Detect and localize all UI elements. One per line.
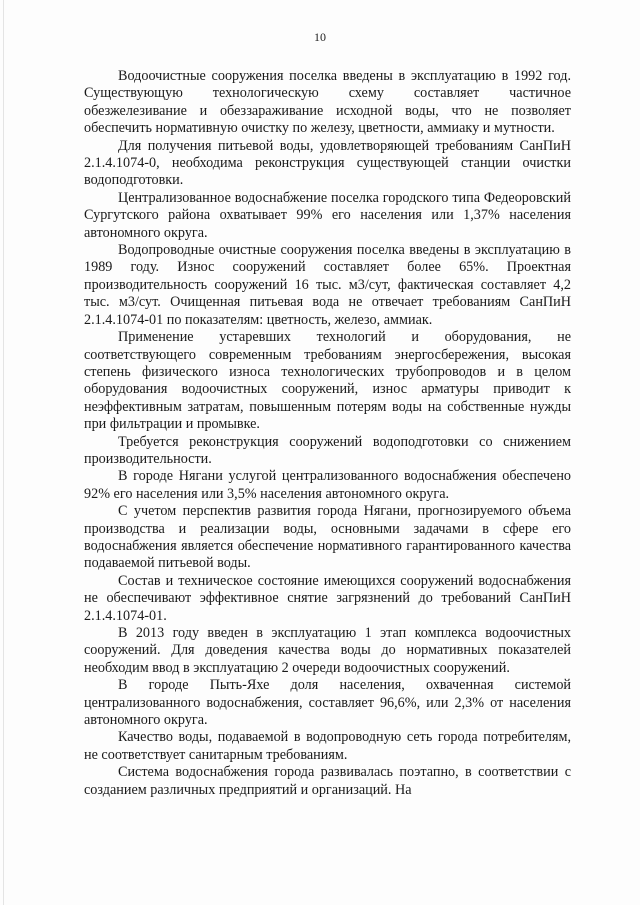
paragraph-3: Централизованное водоснабжение поселка городского типа Федеоровский Сургутского района охватывает 99% его населения или 1,37% населения автономного округа. [84,189,571,241]
paragraph-8: С учетом перспектив развития города Нягани, прогнозируемого объема производства и реализации воды, основными задачами в сфере его водоснабжения является обеспечение нормативного гарантированного качества подаваемой питьевой воды. [84,503,571,572]
paragraph-4: Водопроводные очистные сооружения поселка введены в эксплуатацию в 1989 году. Износ сооружений составляет более 65%. Проектная производительность сооружений 16 тыс. м3/сут, фактическая составляет 4,2 тыс. м3/сут. Очищенная питьевая вода не отвечает требованиям СанПиН 2.1.4.1074-01 по показателям: цветность, железо, аммиак. [84,242,571,328]
document-body [84,68,571,799]
scan-edge-line [3,0,4,905]
paragraph-11: В городе Пыть-Яхе доля населения, охваченная системой централизованного водоснабжения, составляет 96,6%, или 2,3% от населения автономного округа. [84,677,571,729]
paragraph-5: Применение устаревших технологий и оборудования, не соответствующего современным требованиям энергосбережения, высокая степень физического износа технологических трубопроводов и в целом оборудования водоочистных сооружений, износ арматуры приводит к неэффективным затратам, повышенным потерям воды на собственные нужды при фильтрации и промывке. [84,329,571,433]
paragraph-2: Для получения питьевой воды, удовлетворяющей требованиям СанПиН 2.1.4.1074-0, необходима реконструкция существующей станции очистки водоподготовки. [84,137,571,189]
paragraph-12: Качество воды, подаваемой в водопроводную сеть города потребителям, не соответствует санитарным требованиям. [84,729,571,763]
page-number: 10 [314,30,326,44]
paragraph-10: В 2013 году введен в эксплуатацию 1 этап комплекса водоочистных сооружений. Для доведения качества воды до нормативных показателей необходим ввод в эксплуатацию 2 очереди водоочистных сооружений. [84,625,571,676]
paragraph-1: Водоочистные сооружения поселка введены в эксплуатацию в 1992 год. Существующую технологическую схему составляет частичное обезжелезивание и обеззараживание исходной воды, что не позволяет обеспечить нормативную очистку по железу, цветности, аммиаку и мутности. [84,68,571,137]
paragraph-9: Состав и техническое состояние имеющихся сооружений водоснабжения не обеспечивают эффективное снятие загрязнений до требований СанПиН 2.1.4.1074-01. [84,572,571,624]
paragraph-7: В городе Нягани услугой централизованного водоснабжения обеспечено 92% его населения или 3,5% населения автономного округа. [84,468,571,502]
paragraph-13: Система водоснабжения города развивалась поэтапно, в соответствии с созданием различных предприятий и организаций. На [84,764,571,798]
paragraph-6: Требуется реконструкция сооружений водоподготовки со снижением производительности. [84,433,571,467]
